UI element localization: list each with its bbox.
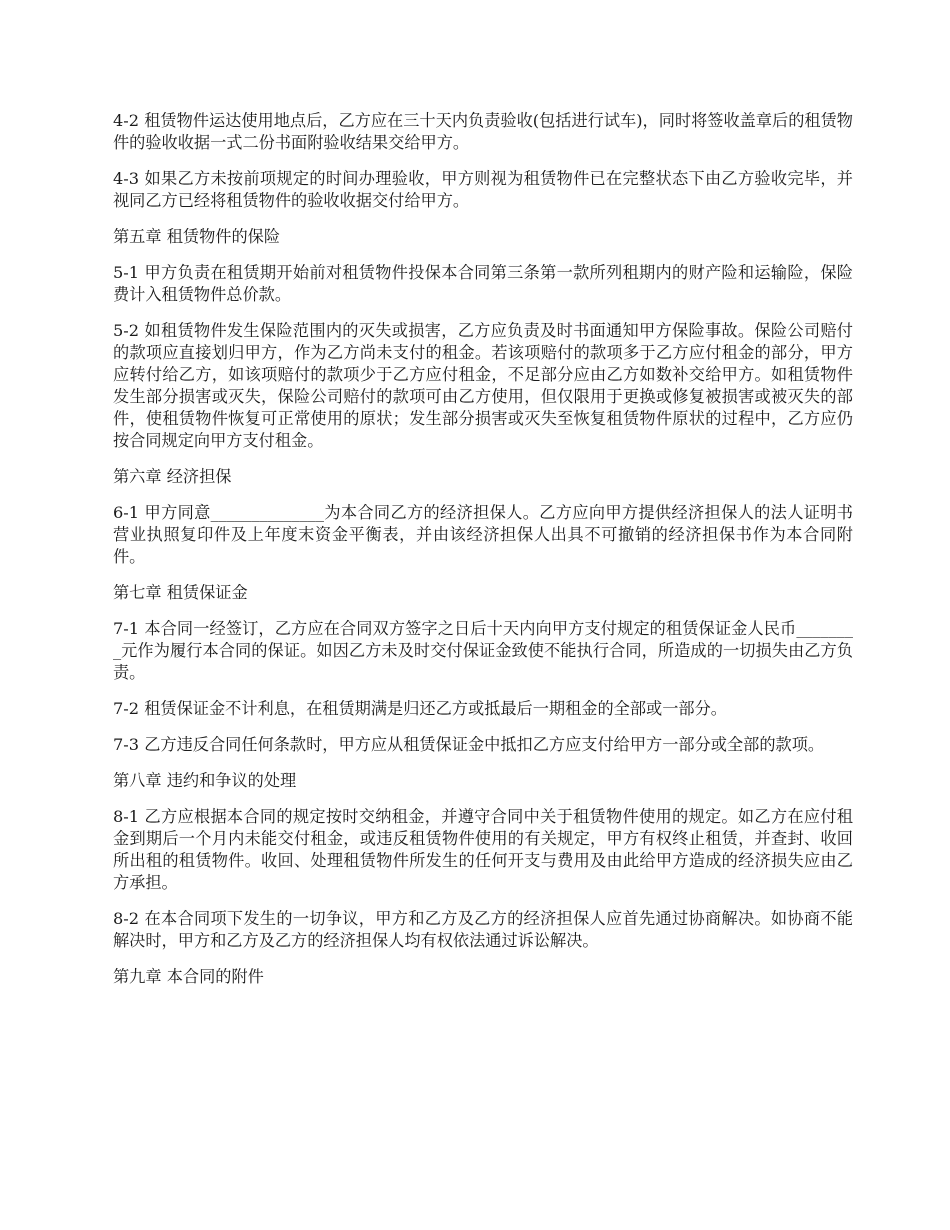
clause-6-1: 6-1 甲方同意______________为本合同乙方的经济担保人。乙方应向甲方提供经济担保人的法人证明书营业执照复印件及上年度末资金平衡表，并由该经济担保人出具不可撤销的经济担保书作为本合同附件。	[113, 503, 853, 566]
clause-5-1: 5-1 甲方负责在租赁期开始前对租赁物件投保本合同第三条第一款所列租期内的财产险和运输险，保险费计入租赁物件总价款。	[113, 263, 853, 304]
clause-7-2: 7-2 租赁保证金不计利息，在租赁期满是归还乙方或抵最后一期租金的全部或一部分。	[113, 699, 727, 718]
chapter-9-heading: 第九章 本合同的附件	[113, 967, 264, 986]
clause-4-2: 4-2 租赁物件运达使用地点后，乙方应在三十天内负责验收(包括进行试车)，同时将签收盖章后的租赁物件的验收收据一式二份书面附验收结果交给甲方。	[113, 111, 853, 152]
document-page	[113, 110, 853, 1002]
chapter-7-heading: 第七章 租赁保证金	[113, 583, 248, 602]
clause-7-1: 7-1 本合同一经签订，乙方应在合同双方签字之日后十天内向甲方支付规定的租赁保证金人民币________元作为履行本合同的保证。如因乙方未及时交付保证金致使不能执行合同，所造成的一切损失由乙方负责。	[113, 619, 853, 682]
chapter-8-heading: 第八章 违约和争议的处理	[113, 771, 297, 790]
clause-5-2: 5-2 如租赁物件发生保险范围内的灭失或损害，乙方应负责及时书面通知甲方保险事故。保险公司赔付的款项应直接划归甲方，作为乙方尚未支付的租金。若该项赔付的款项多于乙方应付租金的部分，甲方应转付给乙方，如该项赔付的款项少于乙方应付租金，不足部分应由乙方如数补交给甲方。如租赁物件发生部分损害或灭失，保险公司赔付的款项可由乙方使用，但仅限用于更换或修复被损害或被灭失的部件，使租赁物件恢复可正常使用的原状；发生部分损害或灭失至恢复租赁物件原状的过程中，乙方应仍按合同规定向甲方支付租金。	[113, 321, 853, 450]
clause-4-3: 4-3 如果乙方未按前项规定的时间办理验收，甲方则视为租赁物件已在完整状态下由乙方验收完毕，并视同乙方已经将租赁物件的验收收据交付给甲方。	[113, 169, 853, 210]
chapter-5-heading: 第五章 租赁物件的保险	[113, 227, 281, 246]
chapter-6-heading: 第六章 经济担保	[113, 467, 232, 486]
clause-7-3: 7-3 乙方违反合同任何条款时，甲方应从租赁保证金中抵扣乙方应支付给甲方一部分或全部的款项。	[113, 735, 825, 754]
clause-8-2: 8-2 在本合同项下发生的一切争议，甲方和乙方及乙方的经济担保人应首先通过协商解决。如协商不能解决时，甲方和乙方及乙方的经济担保人均有权依法通过诉讼解决。	[113, 909, 853, 950]
clause-8-1: 8-1 乙方应根据本合同的规定按时交纳租金，并遵守合同中关于租赁物件使用的规定。如乙方在应付租金到期后一个月内未能交付租金，或违反租赁物件使用的有关规定，甲方有权终止租赁，并查封、收回所出租的租赁物件。收回、处理租赁物件所发生的任何开支与费用及由此给甲方造成的经济损失应由乙方承担。	[113, 807, 853, 892]
